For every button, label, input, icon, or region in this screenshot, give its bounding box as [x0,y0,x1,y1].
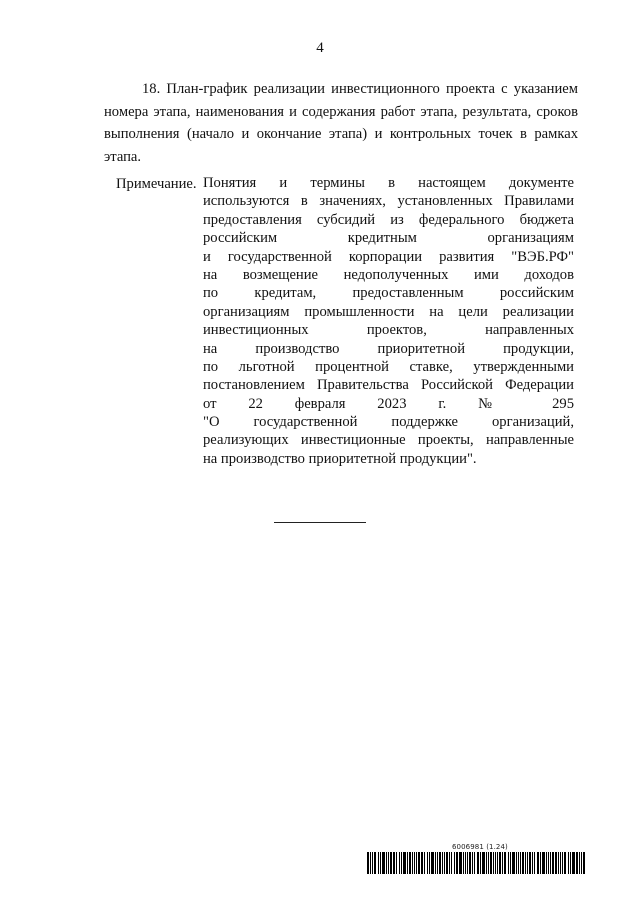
note-line: российским кредитным организациям [203,230,574,247]
note-line: постановлением Правительства Российской Федерации [203,377,574,394]
barcode-bar [572,852,575,874]
barcode-bar [564,852,566,874]
barcode-bar [463,852,464,874]
note-label: Примечание. [116,176,197,192]
note-line: на производство приоритетной продукции, [203,340,574,357]
note-line: и государственной корпорации развития "ВЭБ.РФ" [203,248,574,265]
barcode-bar [444,852,445,874]
barcode-bar [504,852,506,874]
barcode-bar [552,852,554,874]
barcode-bar [490,852,492,874]
barcode-bar [488,852,489,874]
barcode-bar [493,852,494,874]
barcode-bar [446,852,448,874]
barcode-bar [583,852,585,874]
barcode-bar [568,852,569,874]
barcode-bar [581,852,582,874]
barcode-bar [486,852,487,874]
barcode-bar [508,852,509,874]
note-line: инвестиционных проектов, направленных [203,322,574,339]
barcode-bar [558,852,559,874]
barcode-bar [525,852,526,874]
note-body [203,174,574,468]
barcode-bar [372,852,373,874]
barcode-bar [472,852,473,874]
barcode-bar [482,852,485,874]
barcode-bar [555,852,557,874]
barcode-bar [542,852,545,874]
barcode-bar [388,852,389,874]
barcode-bar [439,852,441,874]
barcode-bar [418,852,420,874]
barcode-bar [534,852,535,874]
barcode-bar [454,852,455,874]
barcode-bar [477,852,479,874]
barcode-bar [442,852,443,874]
barcode-bar [401,852,402,874]
barcode-bar [576,852,578,874]
barcode-bar [522,852,524,874]
barcode-bar [370,852,371,874]
barcode-bar [431,852,434,874]
barcode-bar [421,852,423,874]
closing-divider [274,522,366,523]
note-line: Понятия и термины в настоящем документе [203,175,574,191]
barcode-bar [497,852,498,874]
note-line: от 22 февраля 2023 г. № 295 [203,395,574,412]
note-line: по кредитам, предоставленным российским [203,285,574,302]
barcode-bar [429,852,430,874]
barcode-bar [435,852,436,874]
barcode-bar [465,852,466,874]
barcode-bar [378,852,379,874]
barcode-bar [459,852,462,874]
note-line: по льготной процентной ставке, утвержденными [203,358,574,375]
barcode-bar [495,852,496,874]
barcode-bar [437,852,438,874]
barcode-bar [451,852,452,874]
barcode-bar [550,852,551,874]
barcode-bar [512,852,515,874]
note-line: реализующих инвестиционные проекты, направленные [203,432,574,449]
barcode-bar [407,852,408,874]
barcode-bar [456,852,458,874]
barcode-bar [409,852,411,874]
note-line: "О государственной поддержке организаций, [203,414,574,431]
barcode-bar [546,852,547,874]
barcode-bar [367,852,369,874]
barcode-bar [532,852,533,874]
barcode-bar [527,852,528,874]
barcode-bar [474,852,475,874]
barcode-bar [469,852,471,874]
barcode-bar [480,852,481,874]
barcode-caption: 6006981 (1.24) [452,843,508,851]
note-line: используются в значениях, установленных Правилами [203,193,574,210]
note-line: на возмещение недополученных ими доходов [203,266,574,283]
barcode-bar [449,852,450,874]
barcode-bar [520,852,521,874]
barcode-bar [516,852,517,874]
barcode-bar [416,852,417,874]
barcode-bar [518,852,519,874]
barcode-bar [414,852,415,874]
barcode-bar [380,852,381,874]
barcode-bar [393,852,395,874]
barcode-bar [560,852,561,874]
barcode-bar [386,852,387,874]
barcode-bar [502,852,503,874]
barcode-bar [427,852,428,874]
barcode-bar [399,852,400,874]
barcode-graphic [367,852,589,874]
barcode-bar [548,852,549,874]
barcode-bar [570,852,571,874]
note-line: на производство приоритетной продукции". [203,450,477,467]
barcode-bar [467,852,468,874]
barcode-bar [382,852,385,874]
barcode-bar [510,852,511,874]
barcode-bar [540,852,541,874]
barcode-bar [412,852,413,874]
barcode-bar [537,852,539,874]
barcode-bar [374,852,376,874]
page-number: 4 [316,40,324,56]
barcode-bar [390,852,392,874]
note-line: предоставления субсидий из федерального бюджета [203,211,574,228]
item-18-text: 18. План-график реализации инвестиционного проекта с указанием номера этапа, наименования и содержания работ этапа, результата, сроков выполнения (начало и окончание этапа) и контрольных точек в рамках этапа. [104,81,578,165]
barcode-bar [562,852,563,874]
barcode-bar [403,852,406,874]
item-18-paragraph [104,78,578,168]
barcode-bar [424,852,425,874]
barcode-bar [499,852,501,874]
note-line: организациям промышленности на цели реализации [203,303,574,320]
barcode-bar [579,852,580,874]
barcode-bar [396,852,397,874]
barcode-bar [529,852,531,874]
